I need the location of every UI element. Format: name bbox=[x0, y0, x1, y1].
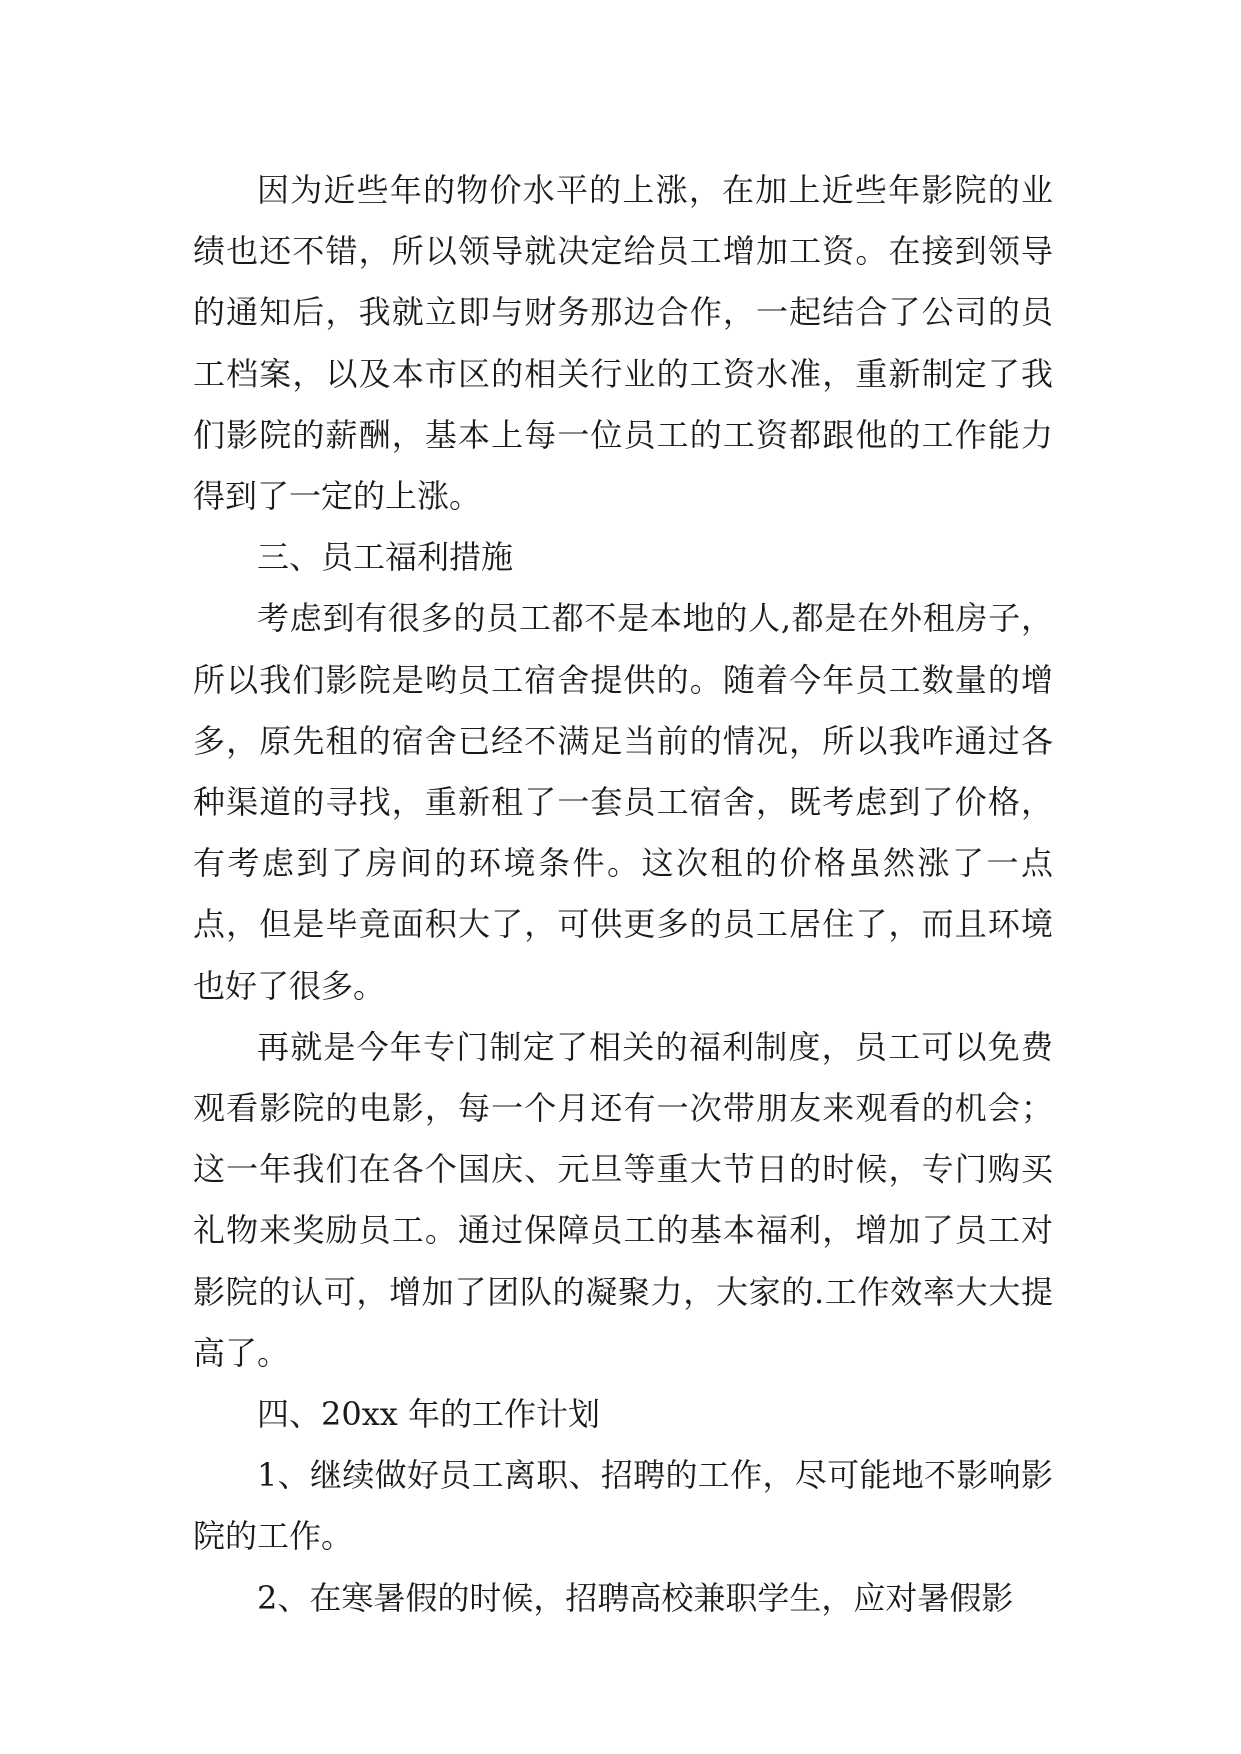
paragraph-salary-adjustment: 因为近些年的物价水平的上涨，在加上近些年影院的业绩也还不错，所以领导就决定给员工增加工资。在接到领导的通知后，我就立即与财务那边合作，一起结合了公司的员工档案，以及本市区的相关行业的工资水准，重新制定了我们影院的薪酬，基本上每一位员工的工资都跟他的工作能力得到了一定的上涨。 bbox=[193, 171, 1053, 516]
paragraph-dormitory: 考虑到有很多的员工都不是本地的人,都是在外租房子，所以我们影院是哟员工宿舍提供的。随着今年员工数量的增多，原先租的宿舍已经不满足当前的情况，所以我咋通过各种渠道的寻找，重新租了一套员工宿舍，既考虑到了价格，有考虑到了房间的环境条件。这次租的价格虽然涨了一点点，但是毕竟面积大了，可供更多的员工居住了，而且环境也好了很多。 bbox=[193, 599, 1053, 1005]
paragraph-plan-item-2: 2、在寒暑假的时候，招聘高校兼职学生，应对暑假影 bbox=[257, 1578, 1014, 1617]
paragraph-welfare-system: 再就是今年专门制定了相关的福利制度，员工可以免费观看影院的电影，每一个月还有一次带朋友来观看的机会；这一年我们在各个国庆、元旦等重大节日的时候，专门购买礼物来奖励员工。通过保障员工的基本福利，增加了员工对影院的认可，增加了团队的凝聚力，大家的.工作效率大大提高了。 bbox=[193, 1027, 1053, 1372]
document-body bbox=[193, 160, 1053, 1629]
paragraph-plan-item-1: 1、继续做好员工离职、招聘的工作，尽可能地不影响影院的工作。 bbox=[193, 1456, 1053, 1556]
heading-section-three: 三、员工福利措施 bbox=[257, 538, 514, 577]
heading-section-four: 四、20xx 年的工作计划 bbox=[257, 1395, 600, 1434]
